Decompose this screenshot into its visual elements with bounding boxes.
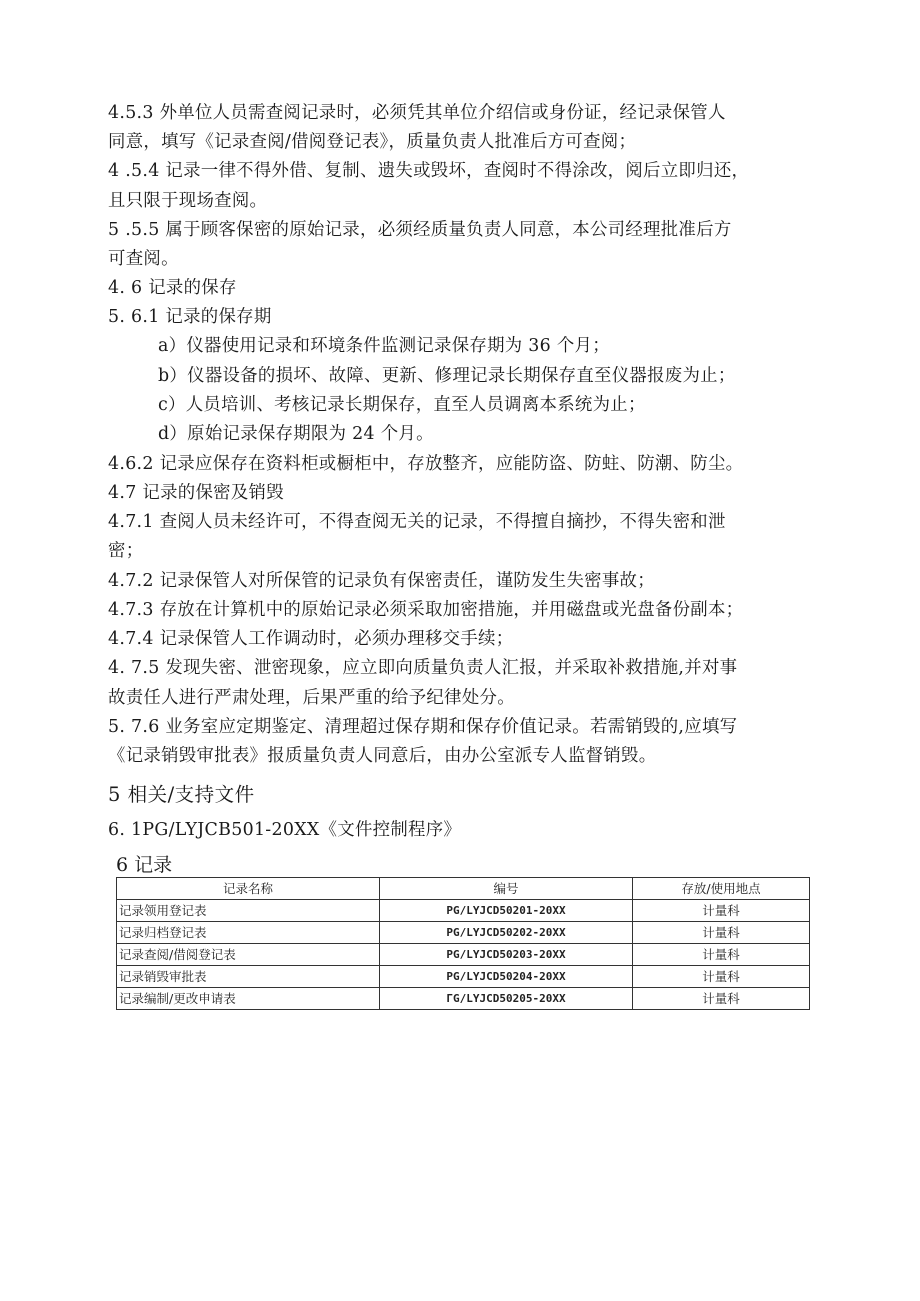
record-name-cell: 记录归档登记表 [117, 922, 380, 944]
list-item: b）仪器设备的损坏、故障、更新、修理记录长期保存直至仪器报废为止； [158, 366, 736, 386]
record-code-cell: PG/LYJCD50204-20XX [380, 966, 633, 988]
list-item: c）人员培训、考核记录长期保存，直至人员调离本系统为止； [158, 395, 646, 415]
paragraph-line: 同意，填写《记录查阅/借阅登记表》，质量负责人批准后方可查阅； [108, 132, 637, 152]
paragraph-line: 4.6.2 记录应保存在资料柜或橱柜中，存放整齐，应能防盗、防蛀、防潮、防尘。 [108, 454, 744, 474]
records-table [116, 877, 810, 1010]
paragraph-line: 故责任人进行严肃处理，后果严重的给予纪律处分。 [108, 688, 515, 708]
paragraph-line: 可查阅。 [108, 249, 179, 269]
paragraph-line: 4.7.3 存放在计算机中的原始记录必须采取加密措施，并用磁盘或光盘备份副本； [108, 600, 744, 620]
paragraph-line: 《记录销毁审批表》报质量负责人同意后，由办公室派专人监督销毁。 [108, 746, 657, 766]
paragraph-line: 4.5.3 外单位人员需查阅记录时，必须凭其单位介绍信或身份证，经记录保管人 [108, 103, 726, 123]
subsection-heading: 5. 6.1 记录的保存期 [108, 307, 272, 327]
records-section-title: 6 记录 [116, 854, 173, 876]
record-code-cell: PG/LYJCD50202-20XX [380, 922, 633, 944]
column-header: 存放/使用地点 [633, 878, 810, 900]
paragraph-line: 4.7.4 记录保管人工作调动时，必须办理移交手续； [108, 629, 514, 649]
paragraph-line: 4.7.2 记录保管人对所保管的记录负有保密责任，谨防发生失密事故； [108, 571, 655, 591]
paragraph-line: 4. 7.5 发现失密、泄密现象，应立即向质量负责人汇报，并采取补救措施,并对事 [108, 658, 738, 678]
paragraph-line: 4 .5.4 记录一律不得外借、复制、遗失或毁坏，查阅时不得涂改，阅后立即归还， [108, 161, 750, 181]
paragraph-line: 5 .5.5 属于顾客保密的原始记录，必须经质量负责人同意，本公司经理批准后方 [108, 220, 732, 240]
record-location-cell: 计量科 [633, 944, 810, 966]
table-row [117, 944, 810, 966]
paragraph-line: 4.7.1 查阅人员未经许可，不得查阅无关的记录，不得擅自摘抄，不得失密和泄 [108, 512, 726, 532]
table-row [117, 922, 810, 944]
table-row [117, 900, 810, 922]
list-item: a）仪器使用记录和环境条件监测记录保存期为 36 个月； [158, 336, 610, 356]
table-row [117, 966, 810, 988]
record-location-cell: 计量科 [633, 922, 810, 944]
section-heading: 5 相关/支持文件 [108, 783, 255, 806]
table-row [117, 988, 810, 1010]
paragraph-line: 5. 7.6 业务室应定期鉴定、清理超过保存期和保存价值记录。若需销毁的,应填写 [108, 717, 738, 737]
record-name-cell: 记录查阅/借阅登记表 [117, 944, 380, 966]
record-name-cell: 记录领用登记表 [117, 900, 380, 922]
list-item: d）原始记录保存期限为 24 个月。 [158, 424, 434, 444]
table-header-row [117, 878, 810, 900]
column-header: 编号 [380, 878, 633, 900]
record-location-cell: 计量科 [633, 966, 810, 988]
paragraph-line: 且只限于现场查阅。 [108, 191, 268, 211]
record-location-cell: 计量科 [633, 988, 810, 1010]
section-heading: 4.7 记录的保密及销毁 [108, 483, 284, 503]
reference-line: 6. 1PG/LYJCB501-20XX《文件控制程序》 [108, 820, 462, 840]
record-code-cell: ΓG∕LYJCD50205-20XX [380, 988, 633, 1010]
record-location-cell: 计量科 [633, 900, 810, 922]
record-name-cell: 记录编制/更改申请表 [117, 988, 380, 1010]
record-code-cell: PG/LYJCD50201-20XX [380, 900, 633, 922]
record-code-cell: PG/LYJCD50203-20XX [380, 944, 633, 966]
record-name-cell: 记录销毁审批表 [117, 966, 380, 988]
paragraph-line: 密； [108, 541, 144, 561]
column-header: 记录名称 [117, 878, 380, 900]
section-heading: 4. 6 记录的保存 [108, 278, 237, 298]
